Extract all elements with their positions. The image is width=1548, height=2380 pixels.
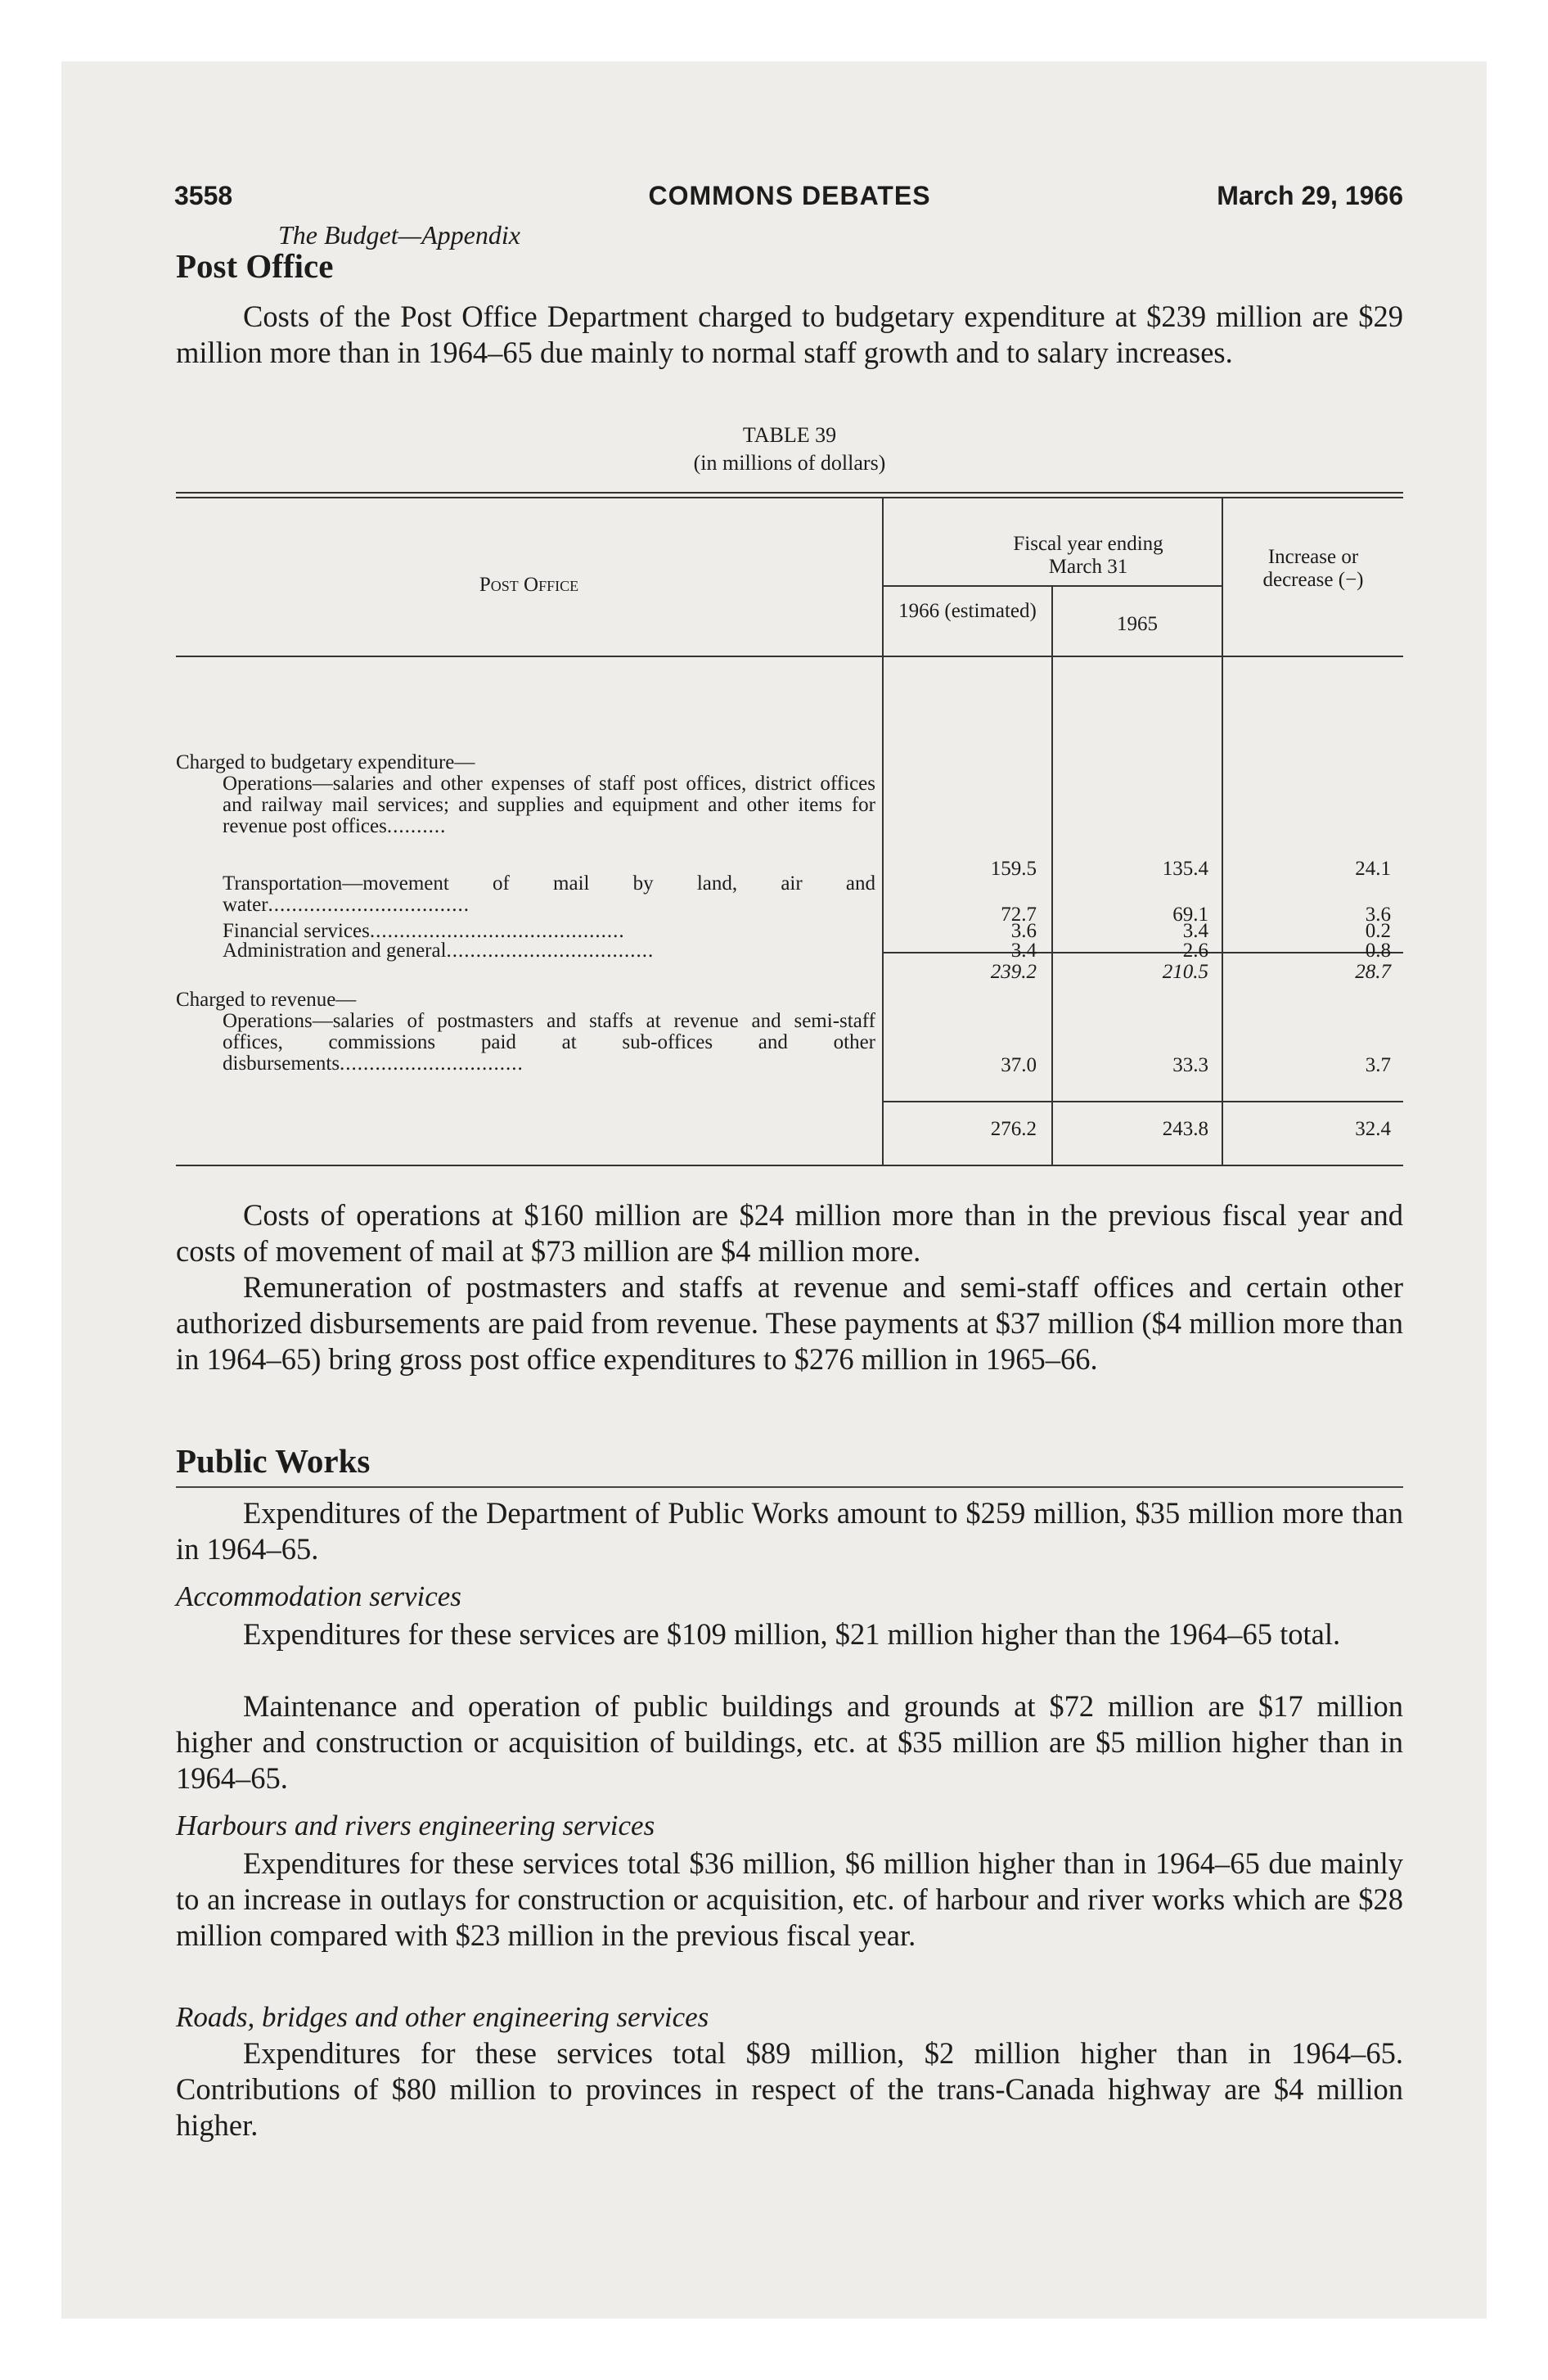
public-works-heading: Public Works <box>176 1442 371 1480</box>
accommodation-subhead: Accommodation services <box>176 1580 461 1612</box>
table-title: TABLE 39 <box>742 423 837 447</box>
harbours-para-1: Expenditures for these services total $36 million, $6 million higher than in 1964–65 due mainly to an increase in outlays for construction or acquisition, etc. of harbour and river works which are $28 million compared with $23 million in the previous fiscal year. <box>176 1846 1403 1952</box>
cell-total-1965: 243.8 <box>1162 1118 1208 1140</box>
accommodation-para-2: Maintenance and operation of public buildings and grounds at $72 million are $17 million higher and construction or acquisition of buildings, etc. at $35 million are $5 million higher than in 1964–65. <box>176 1689 1403 1795</box>
issue-date: March 29, 1966 <box>1217 181 1403 210</box>
col-header-group: Fiscal year ending March 31 <box>1013 533 1163 578</box>
row-label-administration: Administration and general................................... <box>223 940 655 962</box>
row-label-financial: Financial services........................................... <box>223 920 625 942</box>
section-title: The Budget—Appendix <box>278 220 520 250</box>
post-office-heading: Post Office <box>176 247 334 285</box>
cell-revenue-1966: 37.0 <box>1001 1054 1037 1076</box>
col-header-1965: 1965 <box>1117 613 1158 635</box>
table-subtitle: (in millions of dollars) <box>693 451 886 475</box>
cell-revenue-1965: 33.3 <box>1172 1054 1208 1076</box>
post-office-para-3: Remuneration of postmasters and staffs at revenue and semi-staff offices and certain other authorized disbursements are paid from revenue. These payments at $37 million ($4 million more than in 1964–65) bring gross post office expenditures to $276 million in 1965–66. <box>176 1270 1403 1376</box>
group-label-budgetary: Charged to budgetary expenditure— <box>176 751 475 773</box>
col-header-1966: 1966 (estimated) <box>898 600 1037 622</box>
cell-revenue-change: 3.7 <box>1365 1054 1391 1076</box>
roads-subhead: Roads, bridges and other engineering services <box>176 2001 709 2033</box>
cell-subtotal-1966: 239.2 <box>990 961 1037 983</box>
cell-administration-1966: 3.4 <box>1010 940 1037 962</box>
cell-financial-1966: 3.6 <box>1010 920 1037 942</box>
col-header-stub: Post Office <box>479 574 579 596</box>
section-rule <box>176 1486 1403 1488</box>
roads-para-1: Expenditures for these services total $89 million, $2 million higher than in 1964–65. Contributions of $80 million to provinces in respect of the trans-Canada highway are $4 million higher. <box>176 2036 1403 2142</box>
col-header-change: Increase or decrease (−) <box>1262 546 1364 591</box>
running-head <box>176 181 1403 217</box>
public-works-intro: Expenditures of the Department of Public Works amount to $259 million, $35 million more than in 1964–65. <box>176 1496 1403 1566</box>
harbours-subhead: Harbours and rivers engineering services <box>176 1810 655 1841</box>
cell-subtotal-1965: 210.5 <box>1162 961 1208 983</box>
cell-administration-change: 0.8 <box>1365 940 1391 962</box>
group-label-revenue: Charged to revenue— <box>176 989 357 1011</box>
cell-total-change: 32.4 <box>1355 1118 1391 1140</box>
accommodation-para-1: Expenditures for these services are $109 million, $21 million higher than the 1964–65 total. <box>243 1617 1341 1651</box>
cell-operations-change: 24.1 <box>1355 858 1391 880</box>
cell-financial-1965: 3.4 <box>1182 920 1208 942</box>
cell-total-1966: 276.2 <box>990 1118 1037 1140</box>
cell-subtotal-change: 28.7 <box>1355 961 1391 983</box>
row-label-transportation: Transportation—movement of mail by land, air and water.................................. <box>223 872 875 916</box>
publication-title: COMMONS DEBATES <box>648 181 931 210</box>
cell-transportation-1965: 69.1 <box>1172 904 1208 926</box>
cell-operations-1965: 135.4 <box>1162 858 1208 880</box>
cell-administration-1965: 2.6 <box>1182 940 1208 962</box>
page-number: 3558 <box>174 181 233 210</box>
post-office-intro: Costs of the Post Office Department charged to budgetary expenditure at $239 million are $29 million more than in 1964–65 due mainly to normal staff growth and to salary increases. <box>176 300 1403 369</box>
row-label-revenue-operations: Operations—salaries of postmasters and staffs at revenue and semi-staff offices, commissions paid at sub-offices and other disbursements............................... <box>223 1010 875 1075</box>
row-label-operations: Operations—salaries and other expenses of staff post offices, district offices and railway mail services; and supplies and equipment and other items for revenue post offices.......... <box>223 773 875 837</box>
post-office-para-2: Costs of operations at $160 million are $24 million more than in the previous fiscal year and costs of movement of mail at $73 million are $4 million more. <box>176 1198 1403 1268</box>
cell-transportation-1966: 72.7 <box>1001 904 1037 926</box>
cell-operations-1966: 159.5 <box>990 858 1037 880</box>
cell-transportation-change: 3.6 <box>1365 904 1391 926</box>
page <box>61 61 1487 2319</box>
cell-financial-change: 0.2 <box>1365 920 1391 942</box>
